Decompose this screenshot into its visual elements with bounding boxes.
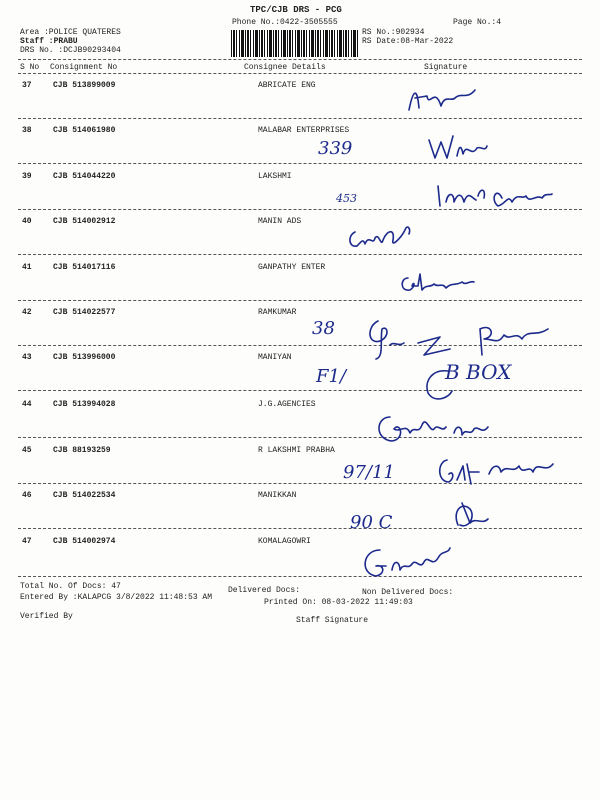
row-divider (18, 163, 582, 164)
row-divider (18, 254, 582, 255)
row-sno: 47 (22, 537, 32, 546)
row-sno: 44 (22, 400, 32, 409)
row-consignee: KOMALAGOWRI (258, 537, 311, 546)
row-consignment: CJB 88193259 (53, 446, 111, 455)
row-sno: 39 (22, 172, 32, 181)
signature-38 (425, 128, 490, 164)
col-header-consignment: Consignment No (50, 63, 118, 72)
row-consignment: CJB 513996000 (53, 353, 116, 362)
row-consignee: RAMKUMAR (258, 308, 297, 317)
signature-42 (360, 315, 555, 363)
rs-number: RS No.:902934 (362, 28, 425, 37)
col-header-consignee: Consignee Details (244, 63, 326, 72)
delivered-docs: Delivered Docs: (228, 586, 301, 595)
signature-44 (370, 403, 500, 449)
page-number: Page No.:4 (453, 18, 502, 27)
staff-label: Staff :PRABU (20, 37, 78, 46)
signature-47 (358, 540, 458, 582)
row-divider (18, 528, 582, 529)
handwritten-note: 90 C (350, 512, 393, 533)
row-consignment: CJB 514017116 (53, 263, 116, 272)
printed-on: Printed On: 08-03-2022 11:49:03 (264, 598, 413, 607)
phone-number: Phone No.:0422-3505555 (232, 18, 338, 27)
rs-date: RS Date:08-Mar-2022 (362, 37, 454, 46)
handwritten-note: B BOX (445, 360, 512, 384)
entered-by: Entered By :KALAPCG 3/8/2022 11:48:53 AM (20, 593, 213, 602)
row-consignee: MANIKKAN (258, 491, 297, 500)
row-sno: 43 (22, 353, 32, 362)
sheet-title: TPC/CJB DRS - PCG (250, 5, 342, 15)
handwritten-note: 453 (336, 192, 357, 205)
signature-39 (432, 178, 557, 214)
row-sno: 42 (22, 308, 32, 317)
divider (18, 73, 582, 74)
row-sno: 46 (22, 491, 32, 500)
col-header-signature: Signature (424, 63, 468, 72)
row-sno: 41 (22, 263, 32, 272)
divider (18, 576, 582, 577)
row-consignee: MALABAR ENTERPRISES (258, 126, 350, 135)
row-divider (18, 118, 582, 119)
row-consignee: LAKSHMI (258, 172, 292, 181)
row-consignment: CJB 514022577 (53, 308, 116, 317)
staff-signature: Staff Signature (296, 616, 369, 625)
signature-37 (405, 80, 480, 120)
row-sno: 45 (22, 446, 32, 455)
signature-46 (448, 495, 493, 535)
row-consignment: CJB 514002912 (53, 217, 116, 226)
drs-number: DRS No. :DCJB90293404 (20, 46, 121, 55)
row-consignment: CJB 514022534 (53, 491, 116, 500)
verified-by: Verified By (20, 612, 73, 621)
row-consignment: CJB 514061980 (53, 126, 116, 135)
row-sno: 38 (22, 126, 32, 135)
row-consignee: R LAKSHMI PRABHA (258, 446, 335, 455)
col-header-sno: S No (20, 63, 40, 72)
handwritten-note: 38 (312, 318, 335, 339)
handwritten-note: 97/11 (343, 462, 395, 483)
row-consignee: ABRICATE ENG (258, 81, 316, 90)
row-consignee: MANIYAN (258, 353, 292, 362)
row-consignment: CJB 513899009 (53, 81, 116, 90)
row-sno: 40 (22, 217, 32, 226)
area-label: Area :POLICE QUATERES (20, 28, 121, 37)
row-consignee: MANIN ADS (258, 217, 302, 226)
row-sno: 37 (22, 81, 32, 90)
row-consignee: GANPATHY ENTER (258, 263, 326, 272)
table-row (0, 537, 600, 581)
barcode (231, 30, 358, 57)
row-divider (18, 300, 582, 301)
row-divider (18, 390, 582, 391)
signature-40 (345, 218, 415, 254)
signature-43 (418, 365, 458, 405)
handwritten-note: 339 (318, 138, 353, 159)
total-docs: Total No. Of Docs: 47 (20, 582, 121, 591)
non-delivered-docs: Non Delivered Docs: (362, 588, 454, 597)
row-consignee: J.G.AGENCIES (258, 400, 316, 409)
row-consignment: CJB 513994028 (53, 400, 116, 409)
handwritten-note: F1/ (316, 366, 347, 387)
signature-45 (435, 452, 560, 492)
row-consignment: CJB 514044220 (53, 172, 116, 181)
signature-41 (398, 268, 478, 298)
divider (18, 59, 582, 60)
row-consignment: CJB 514002974 (53, 537, 116, 546)
